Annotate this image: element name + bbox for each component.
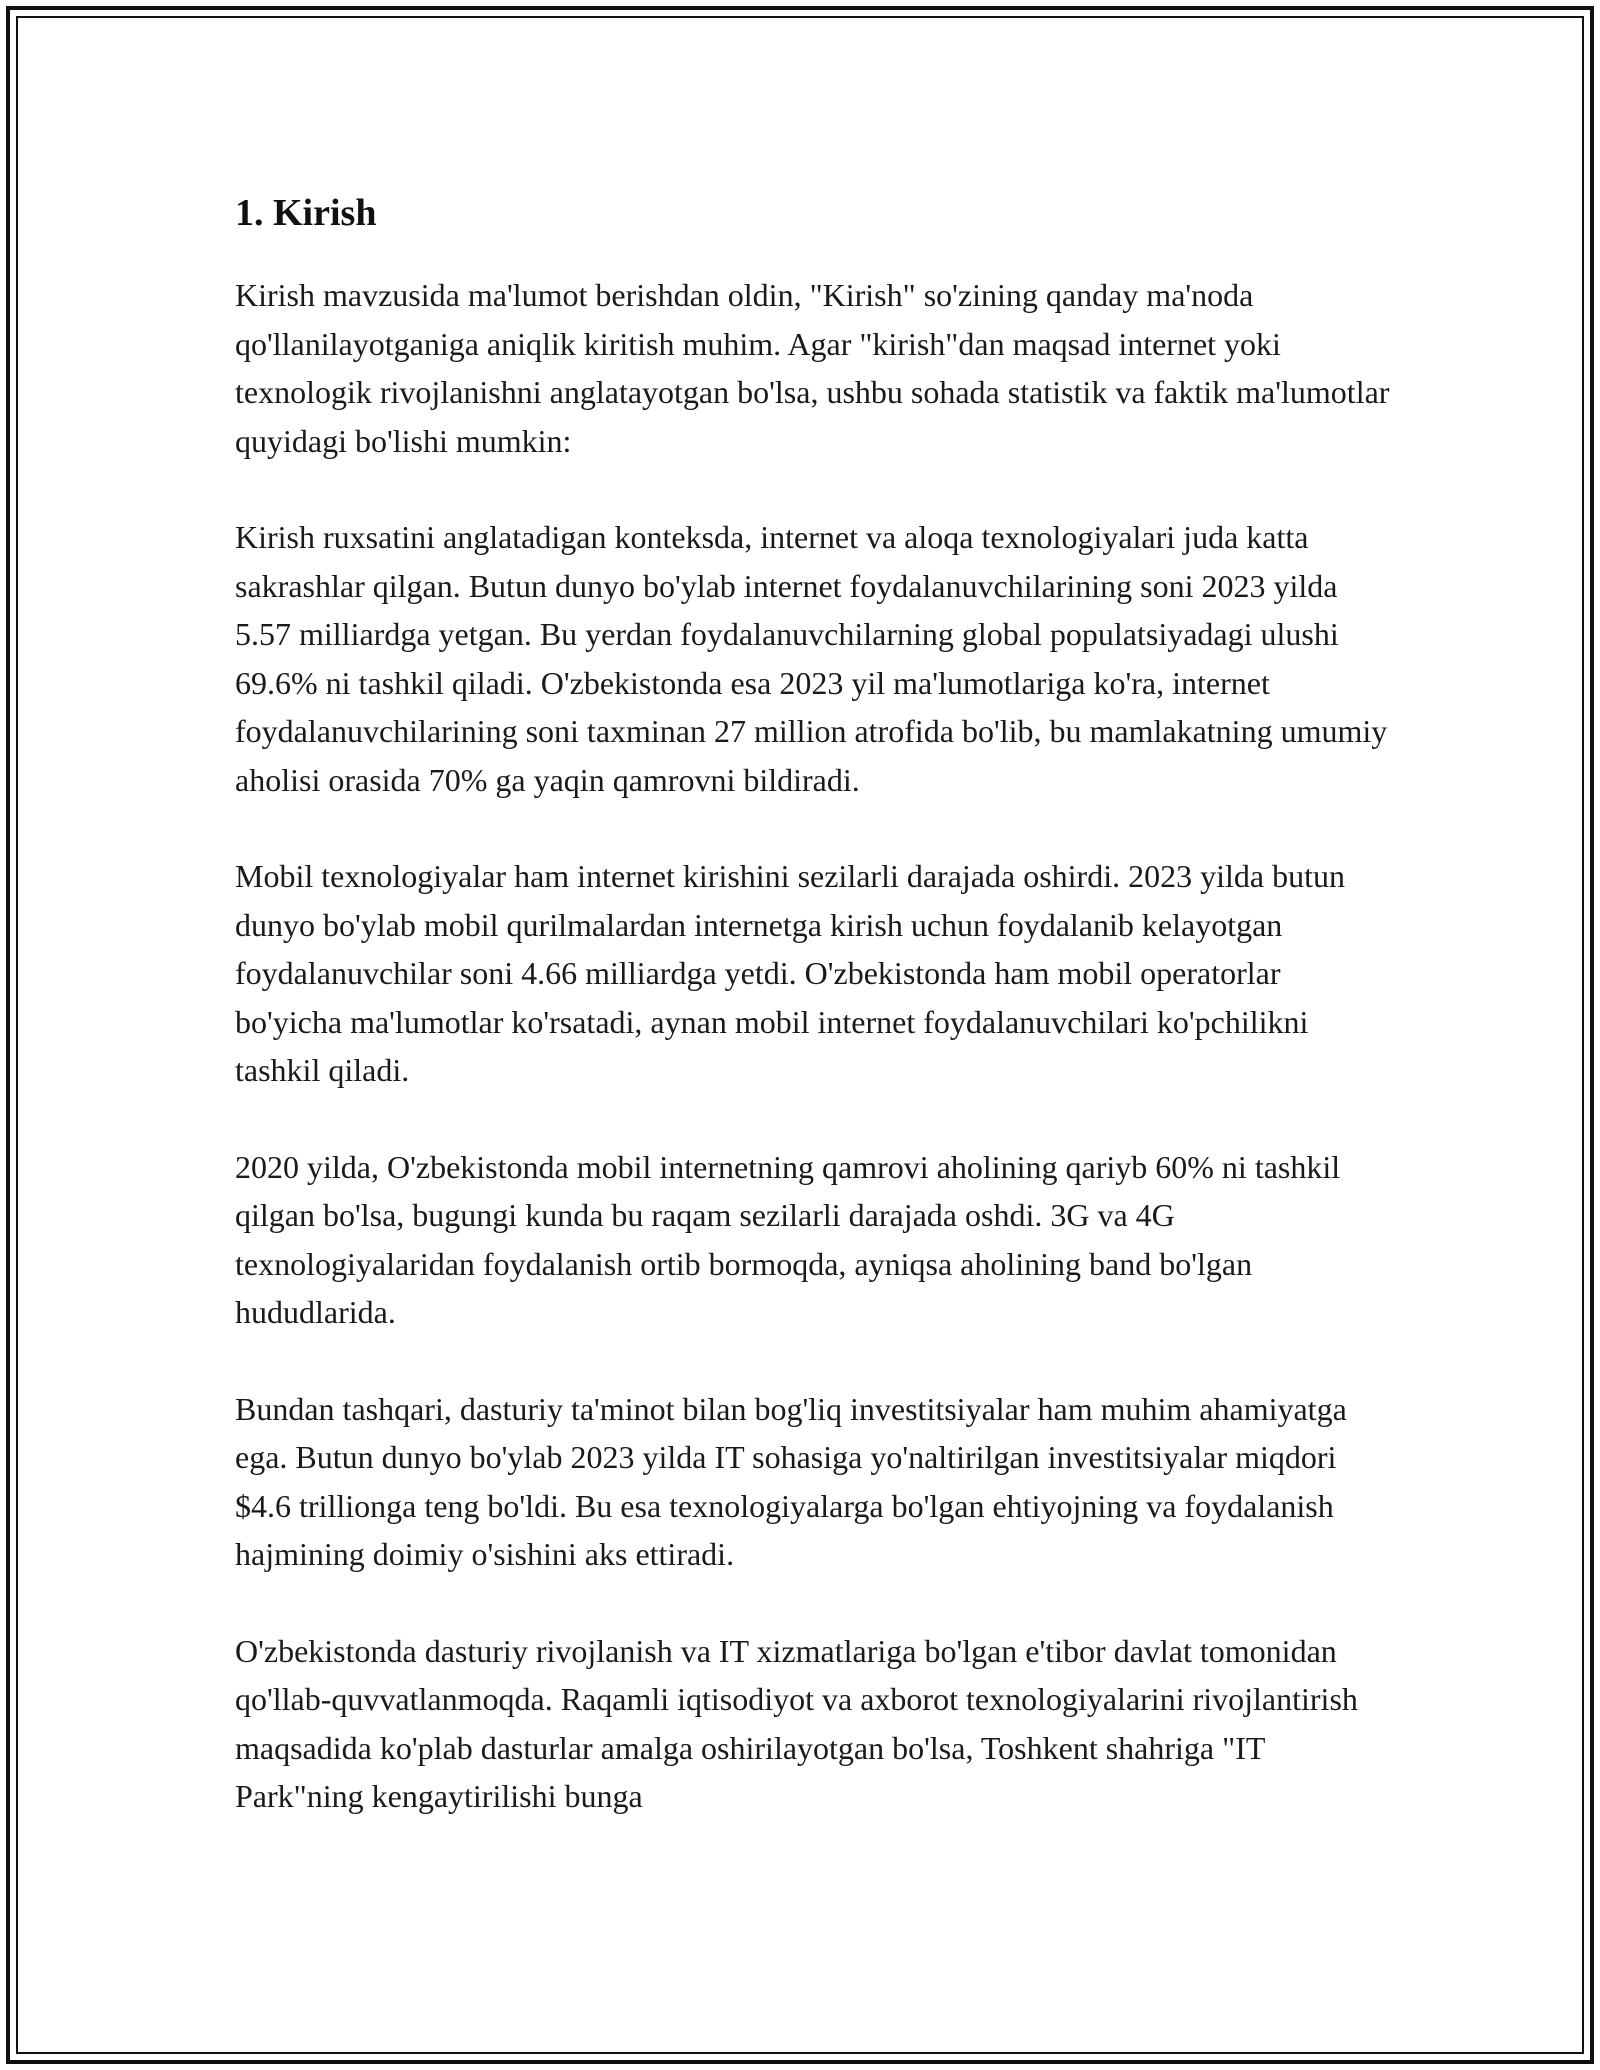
paragraph-it-investments: Bundan tashqari, dasturiy ta'minot bilan bog'liq investitsiyalar ham muhim ahamiyatga ega. Butun dunyo bo'ylab 2023 yilda IT sohasiga yo'naltirilgan investitsiyalar miqdori $4.6 trillionga teng bo'ldi. Bu esa texnologiyalarga bo'lgan ehtiyojning va foydalanish hajmining doimiy o'sishini aks ettiradi. xyxy=(235,1390,1347,1572)
document-body xyxy=(235,185,1395,1821)
paragraph-internet-users: Kirish ruxsatini anglatadigan konteksda, internet va aloqa texnologiyalari juda katta sakrashlar qilgan. Butun dunyo bo'ylab internet foydalanuvchilarining soni 2023 yilda 5.57 milliardga yetgan. Bu yerdan foydalanuvchilarning global populatsiyadagi ulushi 69.6% ni tashkil qiladi. O'zbekistonda esa 2023 yil ma'lumotlariga ko'ra, internet foydalanuvchilarining soni taxminan 27 million atrofida bo'lib, bu mamlakatning umumiy aholisi orasida 70% ga yaqin qamrovni bildiradi. xyxy=(235,519,1388,798)
paragraph-uzbekistan-it: O'zbekistonda dasturiy rivojlanish va IT xizmatlariga bo'lgan e'tibor davlat tomonidan qo'llab-quvvatlanmoqda. Raqamli iqtisodiyot va axborot texnologiyalarini rivojlantirish maqsadida ko'plab dasturlar amalga oshirilayotgan bo'lsa, Toshkent shahriga "IT Park"ning kengaytirilishi bunga xyxy=(235,1632,1358,1814)
paragraph-intro: Kirish mavzusida ma'lumot berishdan oldin, "Kirish" so'zining qanday ma'noda qo'llanilayotganiga aniqlik kiritish muhim. Agar "kirish"dan maqsad internet yoki texnologik rivojlanishni anglatayotgan bo'lsa, ushbu sohada statistik va faktik ma'lumotlar quyidagi bo'lishi mumkin: xyxy=(235,277,1390,459)
paragraph-mobile-coverage: 2020 yilda, O'zbekistonda mobil internetning qamrovi aholining qariyb 60% ni tashkil qilgan bo'lsa, bugungi kunda bu raqam sezilarli darajada oshdi. 3G va 4G texnologiyalaridan foydalanish ortib bormoqda, ayniqsa aholining band bo'lgan hududlarida. xyxy=(235,1148,1341,1330)
section-heading: 1. Kirish xyxy=(235,192,377,234)
paragraph-mobile-technology: Mobil texnologiyalar ham internet kirishini sezilarli darajada oshirdi. 2023 yilda butun dunyo bo'ylab mobil qurilmalardan internetga kirish uchun foydalanib kelayotgan foydalanuvchilar soni 4.66 milliardga yetdi. O'zbekistonda ham mobil operatorlar bo'yicha ma'lumotlar ko'rsatadi, aynan mobil internet foydalanuvchilari ko'pchilikni tashkil qiladi. xyxy=(235,858,1345,1088)
